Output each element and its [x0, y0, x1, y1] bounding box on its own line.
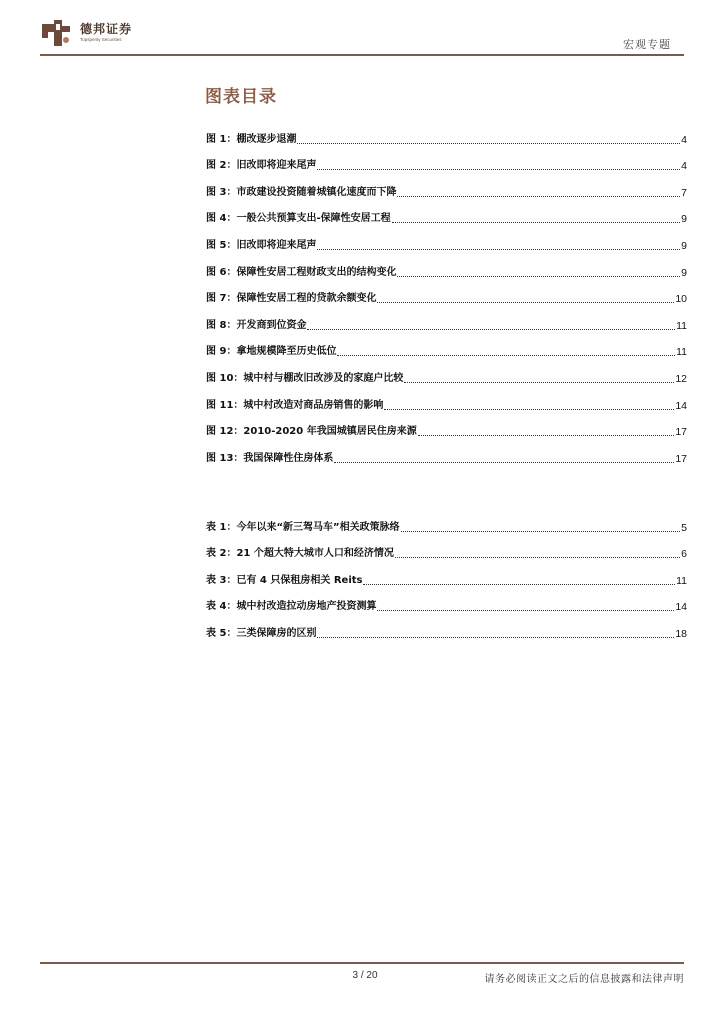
toc-entry-label: 表 1：今年以来“新三驾马车”相关政策脉络 — [206, 521, 400, 533]
toc-entry-page: 18 — [675, 627, 687, 640]
logo-emblem-icon — [40, 18, 74, 48]
toc-entry-label: 图 9：拿地规模降至历史低位 — [206, 346, 337, 358]
dot-leader — [307, 329, 675, 330]
toc-entry-figure-6[interactable] — [206, 253, 687, 280]
dot-leader — [334, 462, 674, 463]
figure-list — [206, 120, 687, 466]
dot-leader — [317, 169, 680, 170]
toc-entry-label: 图 13：我国保障性住房体系 — [206, 452, 334, 464]
toc-entry-label: 图 6：保障性安居工程财政支出的结构变化 — [206, 266, 397, 278]
toc-entry-label: 表 3：已有 4 只保租房相关 Reits — [206, 574, 363, 586]
toc-entry-figure-1[interactable] — [206, 120, 687, 147]
toc-entry-page: 11 — [676, 346, 687, 359]
footer-disclaimer: 请务必阅读正文之后的信息披露和法律声明 — [484, 974, 684, 985]
dot-leader — [395, 557, 680, 558]
toc-entry-page: 12 — [675, 372, 687, 385]
toc-entry-page: 10 — [675, 293, 687, 306]
dot-leader — [377, 610, 674, 611]
toc-entry-figure-12[interactable] — [206, 413, 687, 440]
dot-leader — [317, 637, 674, 638]
company-name-cn: 德邦证券 — [80, 22, 133, 36]
toc-entry-label: 图 10：城中村与棚改旧改涉及的家庭户比较 — [206, 372, 404, 384]
toc-entry-page: 6 — [681, 548, 687, 561]
page-indicator: 3 / 20 — [352, 970, 378, 981]
toc-entry-table-2[interactable] — [206, 535, 687, 562]
toc-entry-page: 5 — [681, 521, 687, 534]
toc-entry-page: 9 — [681, 266, 687, 279]
toc-entry-page: 9 — [681, 213, 687, 226]
toc-title: 图表目录 — [205, 87, 277, 107]
toc-entry-figure-4[interactable] — [206, 200, 687, 227]
company-logo — [40, 18, 160, 48]
toc-entry-figure-10[interactable] — [206, 359, 687, 386]
dot-leader — [392, 222, 681, 223]
toc-entry-label: 图 11：城中村改造对商品房销售的影响 — [206, 399, 384, 411]
toc-entry-figure-9[interactable] — [206, 333, 687, 360]
dot-leader — [401, 531, 681, 532]
toc-entry-page: 4 — [681, 160, 687, 173]
dot-leader — [297, 143, 680, 144]
dot-leader — [397, 276, 680, 277]
dot-leader — [377, 302, 674, 303]
toc-entry-figure-11[interactable] — [206, 386, 687, 413]
dot-leader — [317, 249, 680, 250]
dot-leader — [384, 409, 674, 410]
dot-leader — [397, 196, 680, 197]
toc-entry-figure-8[interactable] — [206, 306, 687, 333]
toc-entry-page: 17 — [675, 426, 687, 439]
toc-entry-page: 7 — [681, 186, 687, 199]
toc-entry-label: 图 5：旧改即将迎来尾声 — [206, 239, 317, 251]
toc-entry-figure-2[interactable] — [206, 147, 687, 174]
toc-entry-figure-3[interactable] — [206, 173, 687, 200]
header-divider — [40, 54, 684, 56]
table-list — [206, 508, 687, 641]
toc-entry-page: 9 — [681, 239, 687, 252]
report-type: 宏观专题 — [623, 38, 671, 51]
toc-entry-label: 图 12：2010-2020 年我国城镇居民住房来源 — [206, 426, 417, 438]
toc-entry-table-4[interactable] — [206, 588, 687, 615]
toc-entry-figure-5[interactable] — [206, 226, 687, 253]
toc-entry-table-3[interactable] — [206, 561, 687, 588]
toc-entry-label: 表 5：三类保障房的区别 — [206, 627, 317, 639]
footer-divider — [40, 962, 684, 964]
toc-entry-page: 11 — [676, 319, 687, 332]
toc-entry-figure-7[interactable] — [206, 280, 687, 307]
toc-entry-table-1[interactable] — [206, 508, 687, 535]
toc-entry-label: 图 1：棚改逐步退潮 — [206, 133, 297, 145]
toc-entry-page: 11 — [676, 574, 687, 587]
company-name-en: Topsperity Securities — [80, 37, 122, 42]
toc-entry-page: 17 — [675, 452, 687, 465]
toc-entry-label: 图 8：开发商到位资金 — [206, 319, 307, 331]
dot-leader — [404, 382, 674, 383]
toc-entry-page: 14 — [675, 601, 687, 614]
toc-entry-label: 表 4：城中村改造拉动房地产投资测算 — [206, 601, 377, 613]
toc-entry-label: 表 2：21 个超大特大城市人口和经济情况 — [206, 548, 394, 560]
toc-entry-label: 图 7：保障性安居工程的贷款余额变化 — [206, 293, 377, 305]
toc-entry-page: 14 — [675, 399, 687, 412]
toc-entry-page: 4 — [681, 133, 687, 146]
toc-entry-label: 图 3：市政建设投资随着城镇化速度而下降 — [206, 186, 397, 198]
toc-entry-label: 图 2：旧改即将迎来尾声 — [206, 160, 317, 172]
dot-leader — [337, 355, 675, 356]
toc-entry-table-5[interactable] — [206, 614, 687, 641]
toc-entry-figure-13[interactable] — [206, 439, 687, 466]
dot-leader — [363, 584, 675, 585]
toc-entry-label: 图 4：一般公共预算支出-保障性安居工程 — [206, 213, 391, 225]
dot-leader — [418, 435, 675, 436]
